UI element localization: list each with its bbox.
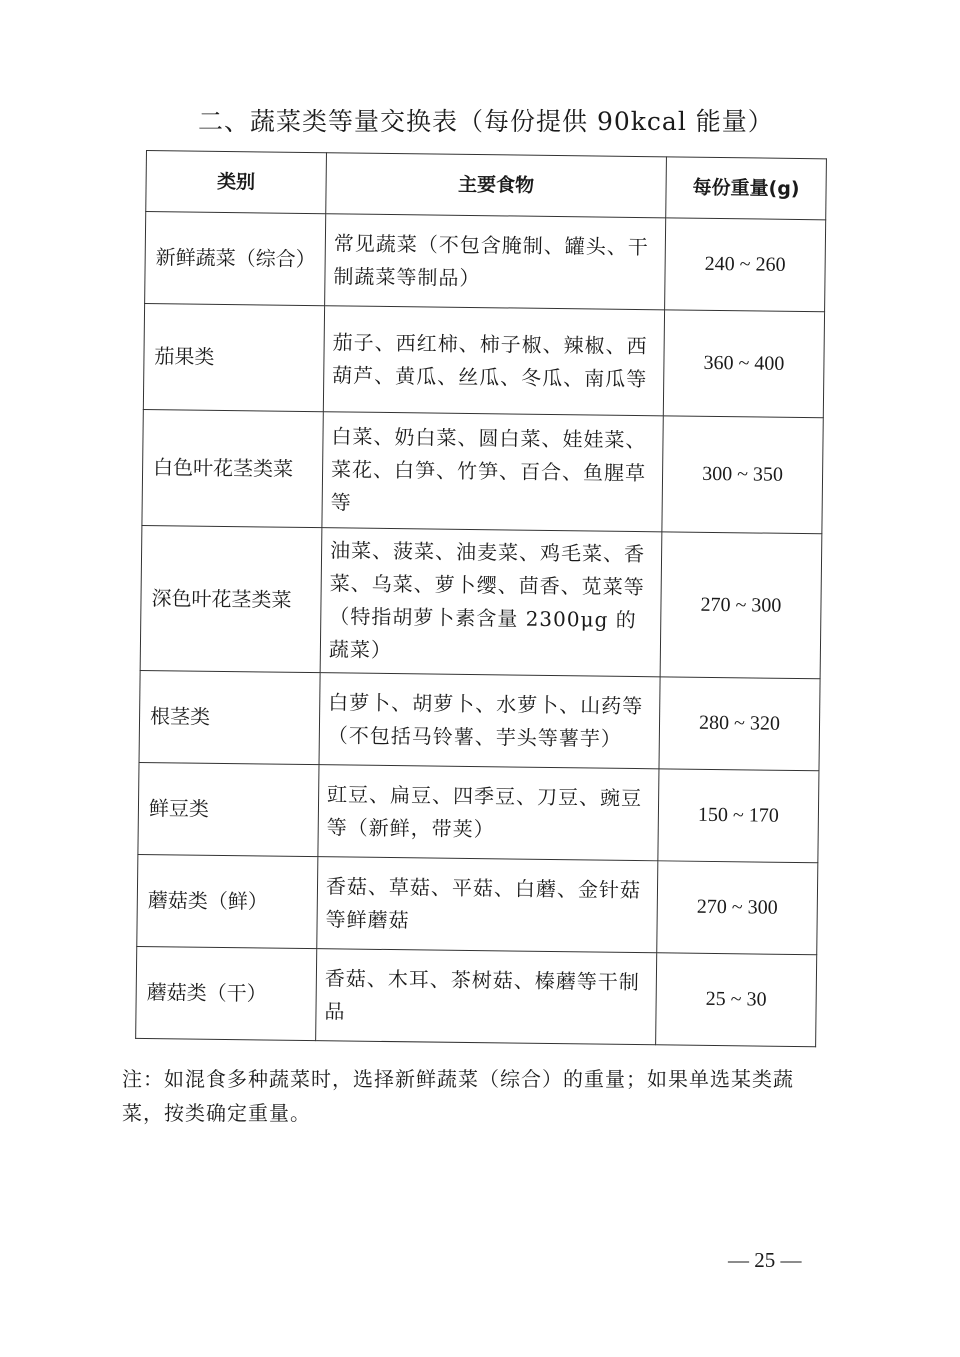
row-weight: 25 ~ 30 (656, 953, 817, 1047)
row-foods: 豇豆、扁豆、四季豆、刀豆、豌豆等（新鲜，带荚） (318, 765, 659, 861)
table-row (143, 303, 824, 417)
row-category: 根茎类 (139, 670, 320, 764)
row-foods: 茄子、西红柿、柿子椒、辣椒、西葫芦、黄瓜、丝瓜、冬瓜、南瓜等 (323, 306, 664, 416)
exchange-table-container (135, 150, 826, 1047)
table-row (136, 946, 817, 1046)
page-title: 二、蔬菜类等量交换表（每份提供 90kcal 能量） (198, 107, 774, 136)
row-category: 蘑菇类（干） (136, 946, 317, 1040)
table-header-row (146, 151, 827, 220)
page-number: — 25 — (728, 1248, 802, 1272)
header-main-foods: 主要食物 (326, 153, 667, 218)
table-row (137, 854, 818, 954)
table-row (138, 762, 819, 862)
row-category: 茄果类 (143, 303, 324, 411)
table-footnote: 注：如混食多种蔬菜时，选择新鲜蔬菜（综合）的重量；如果单选某类蔬菜，按类确定重量。 (122, 1067, 794, 1125)
row-weight: 360 ~ 400 (663, 310, 824, 418)
row-weight: 270 ~ 300 (657, 861, 818, 955)
table-row (145, 212, 826, 312)
row-foods: 香菇、木耳、茶树菇、榛蘑等干制品 (316, 949, 657, 1045)
table-row (139, 670, 820, 770)
row-category: 鲜豆类 (138, 762, 319, 856)
row-weight: 240 ~ 260 (665, 218, 826, 312)
row-foods: 常见蔬菜（不包含腌制、罐头、干制蔬菜等制品） (325, 214, 666, 310)
vegetable-exchange-table (135, 150, 827, 1047)
row-category: 蘑菇类（鲜） (137, 854, 318, 948)
row-foods: 香菇、草菇、平菇、白蘑、金针菇等鲜蘑菇 (317, 857, 658, 953)
row-weight: 300 ~ 350 (662, 416, 823, 534)
row-weight: 280 ~ 320 (659, 677, 820, 771)
row-foods: 油菜、菠菜、油麦菜、鸡毛菜、香菜、乌菜、萝卜缨、茴香、苋菜等（特指胡萝卜素含量 2300μg 的蔬菜） (320, 528, 662, 677)
row-category: 新鲜蔬菜（综合） (145, 212, 326, 306)
row-weight: 270 ~ 300 (660, 532, 822, 679)
row-foods: 白萝卜、胡萝卜、水萝卜、山药等（不包括马铃薯、芋头等薯芋） (319, 673, 660, 769)
header-category: 类别 (146, 151, 327, 214)
table-row (142, 409, 823, 533)
row-category: 白色叶花茎类菜 (142, 409, 323, 527)
header-weight: 每份重量(g) (666, 157, 827, 220)
row-category: 深色叶花茎类菜 (140, 525, 322, 672)
table-row (140, 525, 822, 678)
row-weight: 150 ~ 170 (658, 769, 819, 863)
row-foods: 白菜、奶白菜、圆白菜、娃娃菜、菜花、白笋、竹笋、百合、鱼腥草等 (322, 412, 663, 532)
